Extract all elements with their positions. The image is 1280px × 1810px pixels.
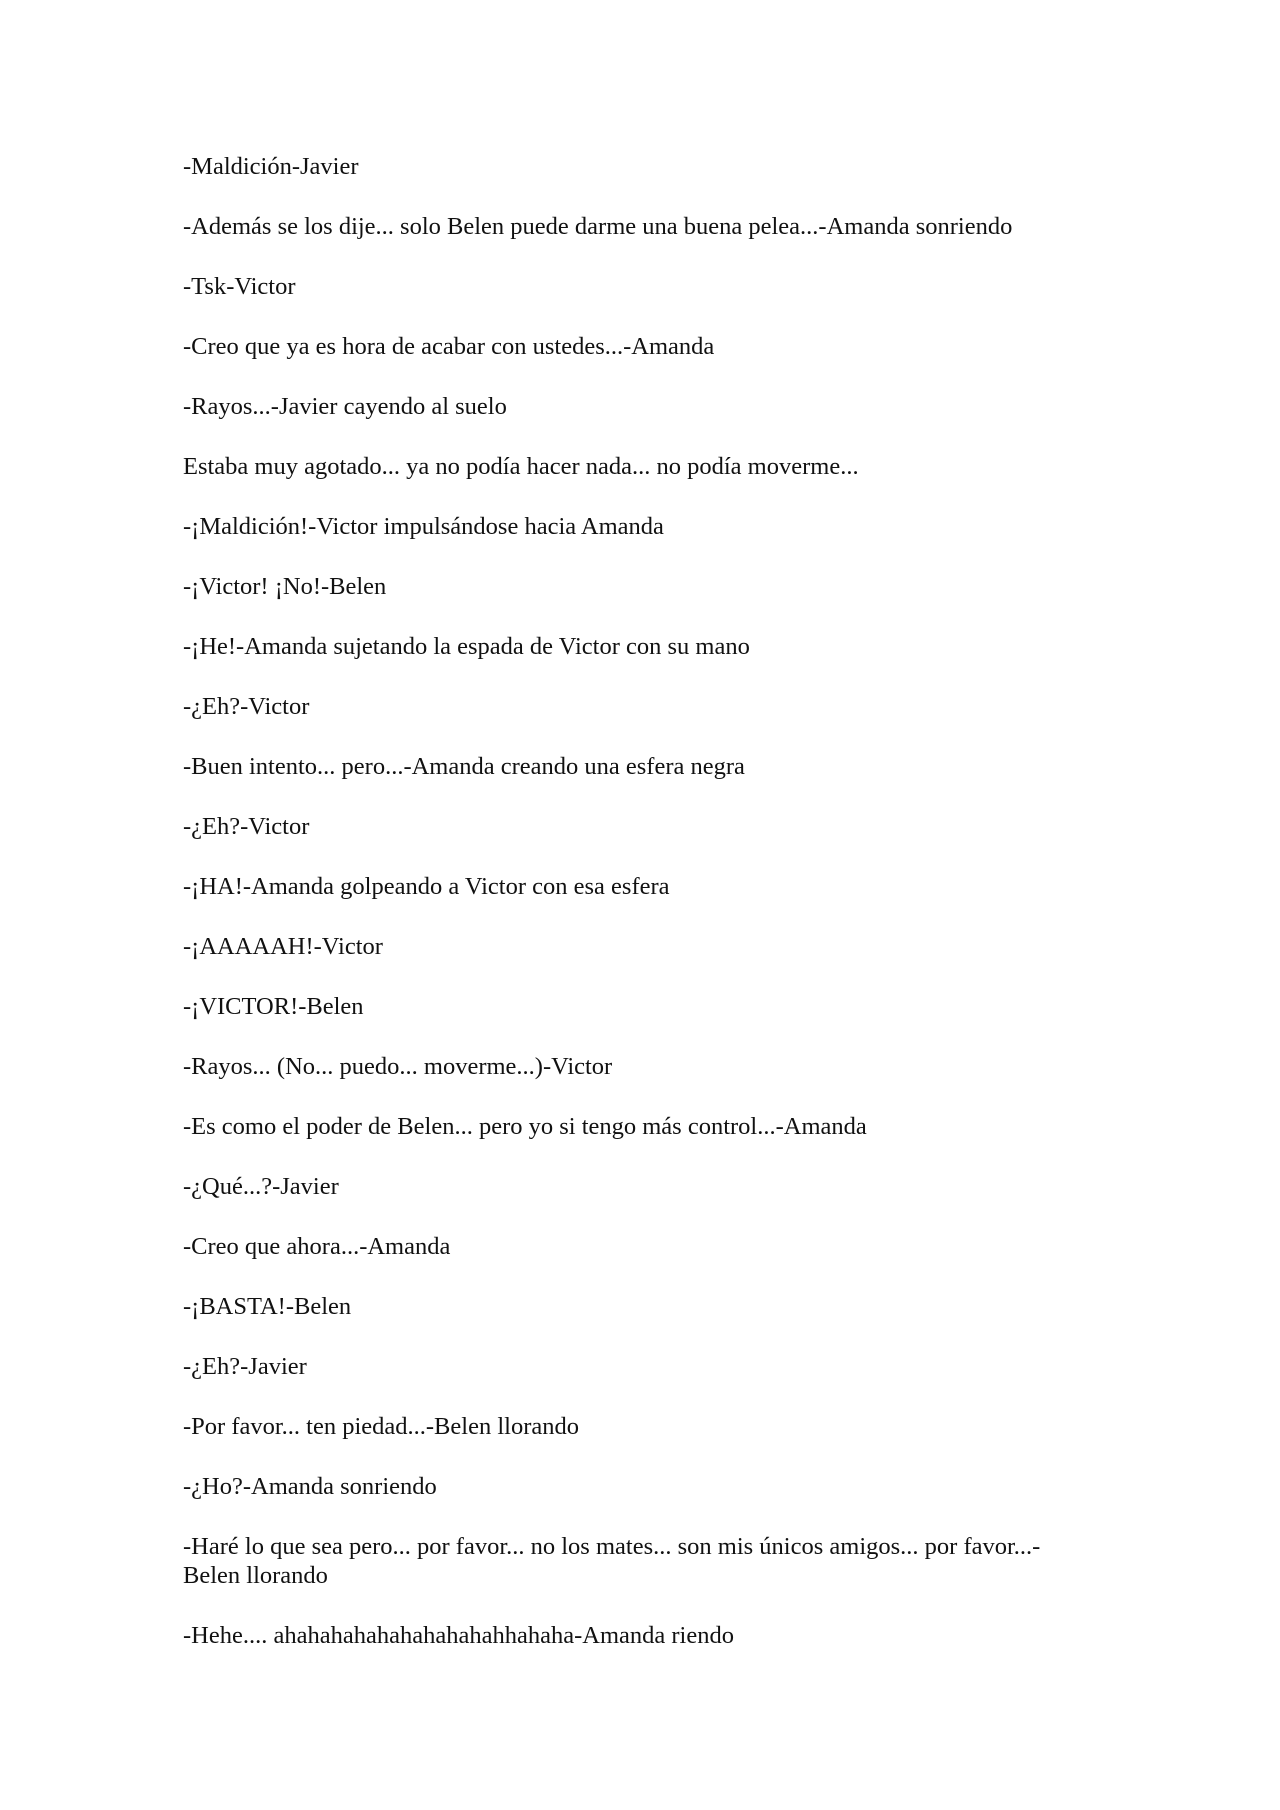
dialogue-line: -Tsk-Victor (183, 273, 296, 300)
dialogue-line: -¡BASTA!-Belen (183, 1293, 352, 1320)
dialogue-line: -Maldición-Javier (183, 153, 359, 180)
dialogue-line: -¡VICTOR!-Belen (183, 993, 364, 1020)
dialogue-line: -¿Ho?-Amanda sonriendo (183, 1473, 437, 1500)
dialogue-line: -Por favor... ten piedad...-Belen llorando (183, 1413, 579, 1440)
dialogue-line: -¿Eh?-Victor (183, 813, 310, 840)
dialogue-line: -Haré lo que sea pero... por favor... no los mates... son mis únicos amigos... por favor...-Belen llorando (183, 1533, 1041, 1589)
dialogue-line: -Creo que ahora...-Amanda (183, 1233, 451, 1260)
dialogue-line: -Buen intento... pero...-Amanda creando una esfera negra (183, 753, 745, 780)
dialogue-line: -Rayos...-Javier cayendo al suelo (183, 393, 507, 420)
dialogue-line: -Creo que ya es hora de acabar con ustedes...-Amanda (183, 333, 715, 360)
dialogue-line: -Además se los dije... solo Belen puede darme una buena pelea...-Amanda sonriendo (183, 213, 1013, 240)
dialogue-line: -¡Victor! ¡No!-Belen (183, 573, 387, 600)
dialogue-line: -Es como el poder de Belen... pero yo si tengo más control...-Amanda (183, 1113, 867, 1140)
dialogue-line: -¿Eh?-Victor (183, 693, 310, 720)
dialogue-line: -¡AAAAAH!-Victor (183, 933, 383, 960)
dialogue-line: -Rayos... (No... puedo... moverme...)-Victor (183, 1053, 613, 1080)
dialogue-line: Estaba muy agotado... ya no podía hacer nada... no podía moverme... (183, 453, 859, 480)
dialogue-line: -¡HA!-Amanda golpeando a Victor con esa esfera (183, 873, 670, 900)
dialogue-line: -¿Eh?-Javier (183, 1353, 307, 1380)
dialogue-line: -¿Qué...?-Javier (183, 1173, 339, 1200)
document-page (183, 152, 1088, 1681)
dialogue-line: -¡Maldición!-Victor impulsándose hacia Amanda (183, 513, 664, 540)
dialogue-line: -Hehe.... ahahahahahahahahahahhahaha-Amanda riendo (183, 1622, 734, 1649)
dialogue-line: -¡He!-Amanda sujetando la espada de Victor con su mano (183, 633, 750, 660)
